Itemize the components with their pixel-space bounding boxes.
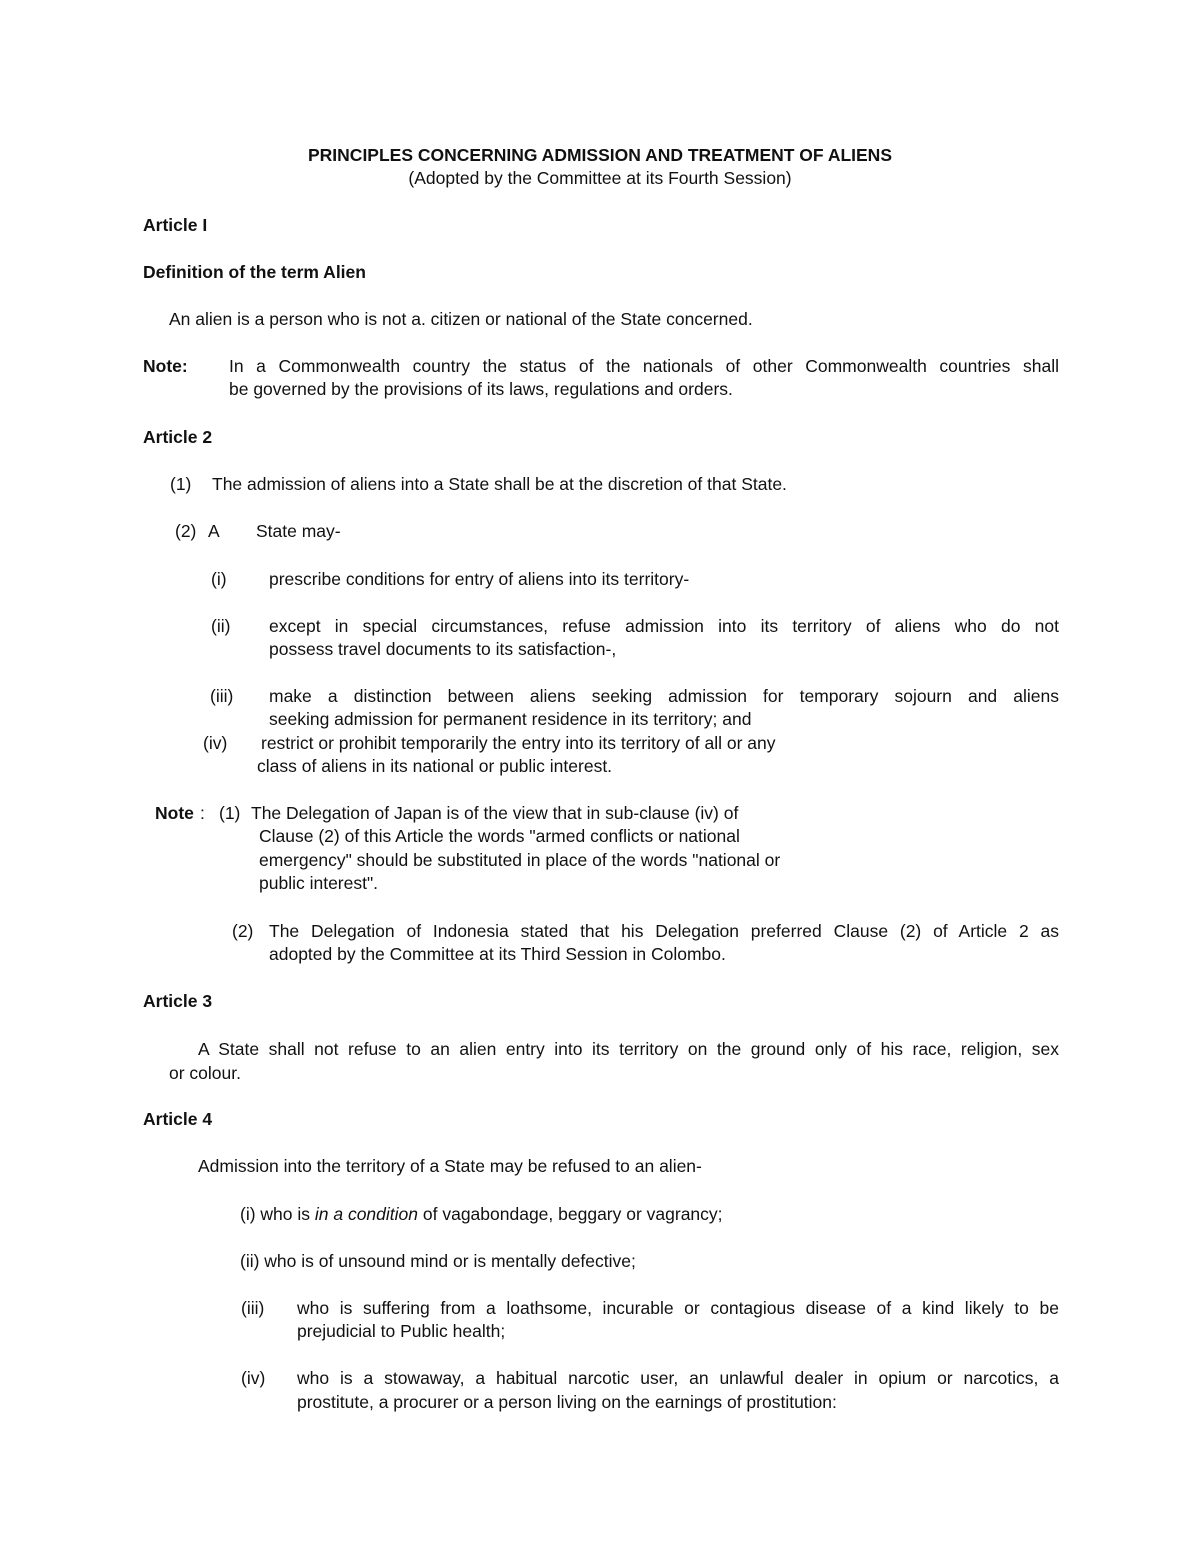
article-4-heading: Article 4 bbox=[143, 1109, 213, 1129]
article-1-note-line-1: In a Commonwealth country the status of the nationals of other Commonwealth countries shall bbox=[229, 356, 1059, 376]
article-4-item-ii: (ii) who is of unsound mind or is mentally defective; bbox=[240, 1251, 636, 1271]
document-title: PRINCIPLES CONCERNING ADMISSION AND TREATMENT OF ALIENS bbox=[308, 145, 892, 165]
article-4-item-i bbox=[240, 1203, 723, 1225]
article-4-item-iv-line-2: prostitute, a procurer or a person living on the earnings of prostitution: bbox=[297, 1392, 837, 1412]
article-2-note-1-number: (1) bbox=[219, 803, 241, 823]
article-4-item-iv-number: (iv) bbox=[241, 1368, 266, 1388]
article-4-item-iii-line-1: who is suffering from a loathsome, incurable or contagious disease of a kind likely to be bbox=[297, 1298, 1059, 1318]
article-1-text: An alien is a person who is not a. citizen or national of the State concerned. bbox=[169, 309, 753, 329]
article-2-clause-1-text: The admission of aliens into a State shall be at the discretion of that State. bbox=[212, 474, 787, 494]
article-2-item-i-text: prescribe conditions for entry of aliens into its territory- bbox=[269, 569, 690, 589]
article-4-item-iv-line-1: who is a stowaway, a habitual narcotic user, an unlawful dealer in opium or narcotics, a bbox=[297, 1368, 1059, 1388]
article-3-line-1: A State shall not refuse to an alien entry into its territory on the ground only of his race, religion, sex bbox=[198, 1039, 1059, 1059]
article-2-clause-2-a: A bbox=[208, 521, 220, 541]
article-2-note-1-line-1: The Delegation of Japan is of the view that in sub-clause (iv) of bbox=[251, 803, 739, 823]
article-2-note-2-line-1: The Delegation of Indonesia stated that his Delegation preferred Clause (2) of Article 2 as bbox=[269, 921, 1059, 941]
article-2-clause-1-number: (1) bbox=[170, 474, 192, 494]
article-2-note-label: Note bbox=[155, 803, 194, 823]
article-4-item-iii-number: (iii) bbox=[241, 1298, 265, 1318]
article-3-heading: Article 3 bbox=[143, 991, 213, 1011]
article-2-item-i-number: (i) bbox=[211, 569, 227, 589]
article-2-item-iv-number: (iv) bbox=[203, 733, 228, 753]
article-2-item-iv-line-2: class of aliens in its national or public interest. bbox=[257, 756, 613, 776]
article-2-note-1-line-3: emergency" should be substituted in place of the words "national or bbox=[259, 850, 781, 870]
article-4-item-i-pre: (i) who is bbox=[240, 1204, 315, 1224]
article-2-item-iv-line-1: restrict or prohibit temporarily the entry into its territory of all or any bbox=[261, 733, 776, 753]
document-subtitle: (Adopted by the Committee at its Fourth Session) bbox=[408, 168, 792, 188]
article-4-intro: Admission into the territory of a State may be refused to an alien- bbox=[198, 1156, 702, 1176]
article-2-note-2-line-2: adopted by the Committee at its Third Session in Colombo. bbox=[269, 944, 726, 964]
article-2-note-1-line-2: Clause (2) of this Article the words "armed conflicts or national bbox=[259, 826, 740, 846]
article-4-item-iii-line-2: prejudicial to Public health; bbox=[297, 1321, 506, 1341]
article-2-item-iii-number: (iii) bbox=[210, 686, 234, 706]
article-2-note-2-number: (2) bbox=[232, 921, 254, 941]
article-2-note-1-line-4: public interest". bbox=[259, 873, 379, 893]
article-2-item-ii-line-2: possess travel documents to its satisfaction-, bbox=[269, 639, 617, 659]
article-1-subheading: Definition of the term Alien bbox=[143, 262, 366, 282]
article-1-heading: Article I bbox=[143, 215, 208, 235]
article-4-item-i-post: of vagabondage, beggary or vagrancy; bbox=[418, 1204, 723, 1224]
article-2-item-ii-line-1: except in special circumstances, refuse admission into its territory of aliens who do not bbox=[269, 616, 1059, 636]
article-2-clause-2-text: State may- bbox=[256, 521, 341, 541]
article-2-clause-2-number: (2) bbox=[175, 521, 197, 541]
article-2-item-iii-line-2: seeking admission for permanent residence in its territory; and bbox=[269, 709, 752, 729]
article-1-note-line-2: be governed by the provisions of its laws, regulations and orders. bbox=[229, 379, 733, 399]
article-2-note-colon: : bbox=[200, 803, 205, 823]
article-2-heading: Article 2 bbox=[143, 427, 213, 447]
article-2-item-ii-number: (ii) bbox=[211, 616, 231, 636]
article-4-item-i-emphasis: in a condition bbox=[314, 1204, 419, 1224]
article-2-item-iii-line-1: make a distinction between aliens seeking admission for temporary sojourn and aliens bbox=[269, 686, 1059, 706]
article-3-line-2: or colour. bbox=[169, 1063, 241, 1083]
article-1-note-label: Note: bbox=[143, 356, 188, 376]
